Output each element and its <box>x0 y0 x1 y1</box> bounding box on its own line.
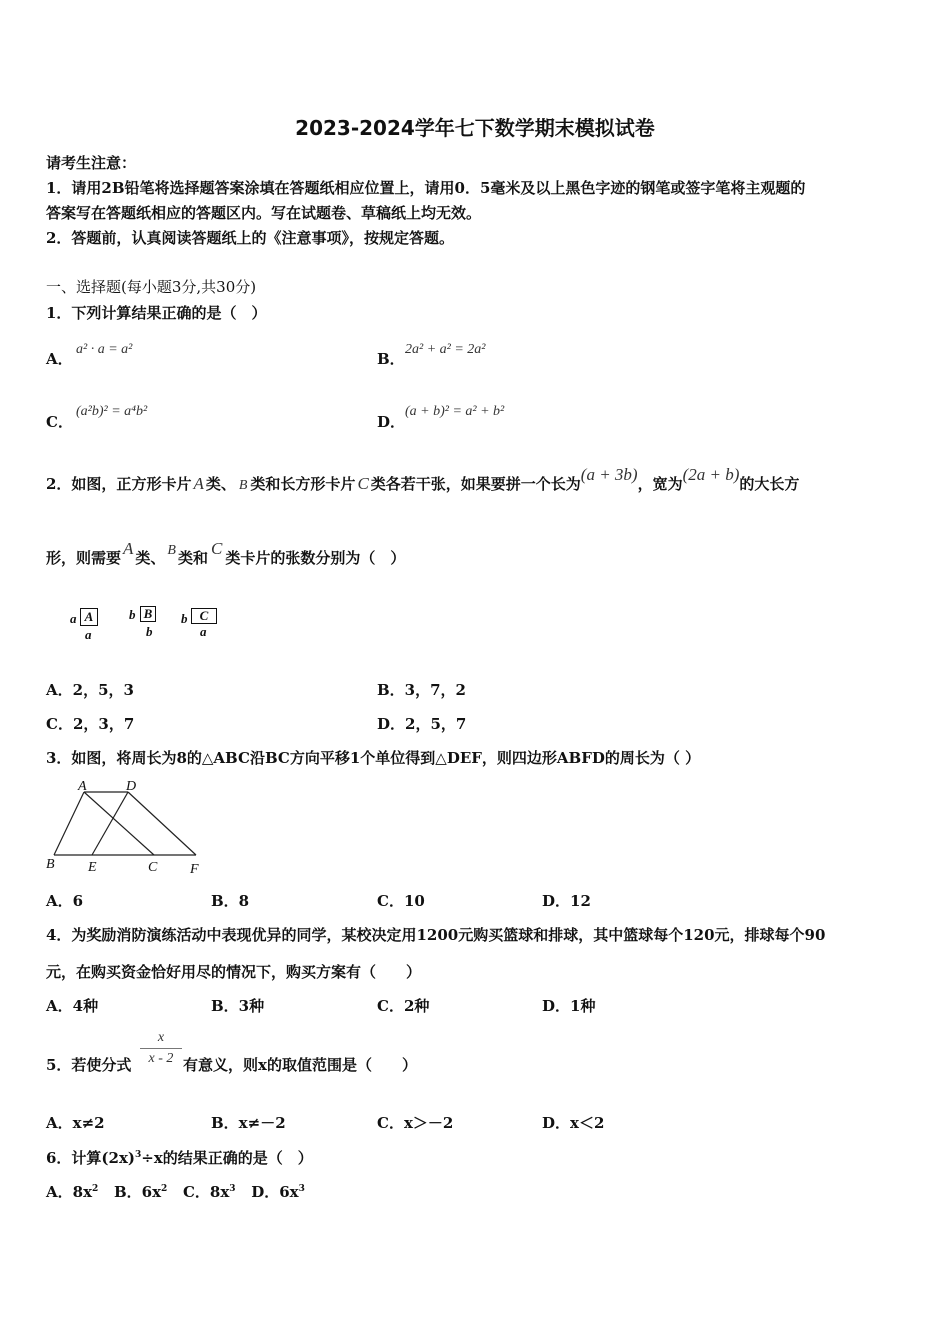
q6-option-d: D．$6x^3$ <box>251 1183 305 1201</box>
point-d-label: D <box>126 779 137 794</box>
card-a-side-label: a <box>70 611 77 626</box>
q4-stem-line1: 4．为奖励消防演练活动中表现优异的同学，某校决定用1200元购买篮球和排球，其中篮球每个120元，排球每个90 <box>46 926 826 944</box>
card-b-bottom-label: b <box>146 624 153 639</box>
notice-line-2: 2．答题前，认真阅读答题纸上的《注意事项》，按规定答题。 <box>46 229 454 247</box>
q6-stem: 6．计算$(2x)^3\div x$的结果正确的是（ ） <box>46 1149 313 1167</box>
card-a-square: A <box>80 608 98 626</box>
q5-numerator: x <box>140 1030 182 1049</box>
q3-option-b: B．8 <box>211 892 250 910</box>
notice-line-1b: 答案写在答题纸相应的答题区内。写在试题卷、草稿纸上均无效。 <box>46 204 482 222</box>
q1-option-c-math: (a²b)² = a⁴b² <box>76 404 148 419</box>
card-c-bottom-label: a <box>200 624 207 639</box>
point-a-label: A <box>78 779 87 794</box>
card-c-side-label: b <box>181 611 188 626</box>
notice-heading: 请考生注意： <box>46 154 137 172</box>
q1-option-b-math: 2a² + a² = 2a² <box>405 342 486 357</box>
line-ab <box>54 792 84 855</box>
q3-option-a: A．6 <box>46 892 84 910</box>
q4-stem-line2: 元，在购买资金恰好用尽的情况下，购买方案有（ ） <box>46 963 422 981</box>
q2-cards-figure <box>68 600 238 646</box>
q2-option-d: D．2，5，7 <box>377 715 467 733</box>
q1-stem: 1．下列计算结果正确的是（ ） <box>46 304 267 322</box>
q2-option-c: C．2，3，7 <box>46 715 135 733</box>
q5-denominator: x - 2 <box>148 1051 174 1066</box>
q2-option-b: B．3，7，2 <box>377 681 466 699</box>
q3-option-c: C．10 <box>377 892 425 910</box>
point-e-label: E <box>88 860 97 875</box>
q4-option-a: A．4种 <box>46 997 99 1015</box>
q5-stem-pre: 5．若使分式 <box>46 1056 132 1074</box>
q3-stem: 3．如图，将周长为8的△ABC沿BC方向平移1个单位得到△DEF，则四边形ABFD的周长为（ ） <box>46 749 701 767</box>
q5-stem-post: 有意义，则x的取值范围是（ ） <box>183 1056 417 1074</box>
q1-option-a-label: A． <box>46 350 73 368</box>
q5-fraction <box>140 1030 182 1067</box>
q6-option-a: A．$8x^2$ <box>46 1183 99 1201</box>
q4-option-b: B．3种 <box>211 997 265 1015</box>
q1-option-b-label: B． <box>377 350 405 368</box>
card-a-bottom-label: a <box>85 627 92 642</box>
q1-option-d-math: (a + b)² = a² + b² <box>405 404 505 419</box>
point-b-label: B <box>46 857 55 872</box>
notice-line-1: 1．请用2B铅笔将选择题答案涂填在答题纸相应位置上，请用0．5毫米及以上黑色字迹的钢笔或签字笔将主观题的 <box>46 179 806 197</box>
section-heading: 一、选择题(每小题3分,共30分) <box>46 278 257 296</box>
q4-option-d: D．1种 <box>542 997 596 1015</box>
q3-triangle-diagram <box>42 776 217 878</box>
q2-stem-line1: 2．如图，正方形卡片 A 类、 B 类和长方形卡片 C 类各若干张，如果要拼一个长为(a + 3b)，宽为(2a + b)的大长方 <box>46 465 800 493</box>
card-b-square: B <box>140 606 156 622</box>
q6-option-c: C．$8x^3$ <box>182 1183 236 1201</box>
line-ac <box>84 792 154 855</box>
q1-option-d-label: D． <box>377 413 406 431</box>
q5-option-a: A．x≠2 <box>46 1114 105 1132</box>
q5-option-d: D．x＜2 <box>542 1114 605 1132</box>
point-f-label: F <box>190 862 199 877</box>
line-de <box>92 792 128 855</box>
q2-stem-line2: 形，则需要 A 类、 B 类和 C 类卡片的张数分别为（ ） <box>46 539 406 567</box>
q3-option-d: D．12 <box>542 892 591 910</box>
card-c-rectangle: C <box>191 608 217 624</box>
q2-option-a: A．2，5，3 <box>46 681 134 699</box>
page-title: 2023-2024学年七下数学期末模拟试卷 <box>295 116 655 140</box>
q4-option-c: C．2种 <box>377 997 430 1015</box>
q1-option-c-label: C． <box>46 413 73 431</box>
q1-option-a-math: a² · a = a² <box>76 342 133 357</box>
q5-option-b: B．x≠－2 <box>211 1114 286 1132</box>
card-b-side-label: b <box>129 607 136 622</box>
q6-options <box>46 1181 305 1202</box>
q5-option-c: C．x＞－2 <box>377 1114 454 1132</box>
point-c-label: C <box>148 860 158 875</box>
line-df <box>128 792 196 855</box>
q6-option-b: B．$6x^2$ <box>113 1183 168 1201</box>
